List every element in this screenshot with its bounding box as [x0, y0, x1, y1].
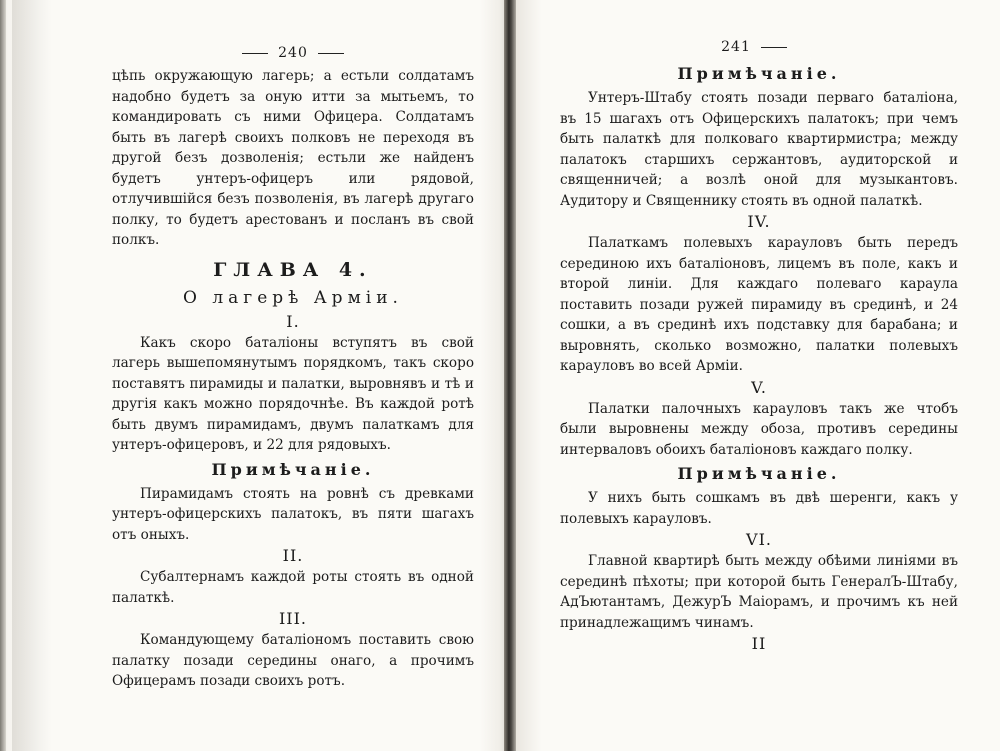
note-heading: Примѣчаніе. [677, 64, 841, 83]
scan-shading [12, 0, 52, 751]
chapter-heading: ГЛАВА 4. [213, 258, 373, 281]
section-numeral: VI. [746, 530, 772, 549]
folio-value: 241 [721, 39, 751, 55]
left-page-content [112, 40, 474, 692]
section-paragraph: Субалтернамъ каждой роты стоять въ одной палаткѣ. [112, 569, 474, 606]
catchword: II [751, 634, 767, 653]
page-number-right [560, 34, 958, 60]
section-paragraph: Командующему баталіономъ поставить свою палатку позади середины онаго, а прочимъ Офицерамъ позади своихъ ротъ. [112, 632, 474, 689]
section-paragraph: Палатки палочныхъ карауловъ такъ же чтобъ были выровнены между обоза, противъ середины интерваловъ обоихъ баталіоновъ каждаго полку. [560, 400, 958, 458]
folio-dash [761, 47, 787, 48]
note-heading: Примѣчаніе. [677, 464, 841, 483]
section-paragraph: Палаткамъ полевыхъ карауловъ быть передъ серединою ихъ баталіоновъ, лицемъ въ поле, какъ и второй линіи. Для каждаго полеваго караула поставить позади ружей пирамиду въ срединѣ, и 24 сошки, а въ срединѣ ихъ подставку для барабана; и выровнять, сколько возможно, палатки полевыхъ карауловъ во всей Арміи. [560, 235, 958, 374]
folio-value: 240 [278, 45, 308, 61]
section-numeral: I. [286, 311, 300, 331]
note-paragraph: Унтеръ-Штабу стоять позади перваго баталіона, въ 15 шагахъ отъ Офицерскихъ палатокъ; при чемъ быть палаткѣ для полковаго квартирмистра; между палатокъ старшихъ сержантовъ, аудиторской и священничей; а возлѣ оной для музыкантовъ. Аудитору и Священнику стоять въ одной палаткѣ. [560, 90, 958, 209]
page-edge-shadow [0, 0, 6, 751]
note-paragraph: У нихъ быть сошкамъ въ двѣ шеренги, какъ у полевыхъ карауловъ. [560, 490, 958, 527]
folio-dash [242, 53, 268, 54]
section-numeral: IV. [747, 212, 771, 231]
right-page-content [560, 34, 958, 655]
section-paragraph: Какъ скоро баталіоны вступятъ въ свой лагерь вышепомянутымъ порядкомъ, такъ скоро поставятъ пирамиды и палатки, выровнявъ и тѣ и другія какъ можно порядочнѣе. Въ каждой ротѣ быть двумъ пирамидамъ, двумъ палаткамъ для унтеръ-офицеровъ, и 22 для рядовыхъ. [112, 334, 474, 453]
section-paragraph: Главной квартирѣ быть между обѣими линіями въ серединѣ пѣхоты; при которой быть ГенералЪ-Штабу, АдЪютантамъ, ДежурЪ Маіорамъ, и прочимъ къ ней принадлежащимъ чинамъ. [560, 553, 958, 631]
note-paragraph: Пирамидамъ стоять на ровнѣ съ древками унтеръ-офицерскихъ палатокъ, въ пяти шагахъ отъ оныхъ. [112, 485, 474, 543]
folio-dash [318, 53, 344, 54]
book-gutter [504, 0, 516, 751]
right-page [508, 0, 1000, 751]
section-numeral: II. [282, 546, 304, 565]
section-numeral: V. [751, 377, 767, 397]
section-numeral: III. [278, 609, 308, 628]
note-heading: Примѣчаніе. [211, 459, 375, 479]
chapter-title: О лагерѣ Арміи. [183, 287, 403, 308]
page-number-left [112, 40, 474, 66]
continuation-paragraph: цѣпь окружающую лагерь; а естьли солдатамъ надобно будетъ за оную итти за мытьемъ, то командировать съ ними Офицера. Солдатамъ быть въ лагерѣ своихъ полковъ не переходя въ другой безъ дозволенія; естьли же найденъ будетъ унтеръ-офицеръ или рядовой, отлучившійся безъ позволенія, въ лагерѣ другаго полку, то будетъ арестованъ и посланъ въ свой полкъ. [112, 68, 474, 248]
